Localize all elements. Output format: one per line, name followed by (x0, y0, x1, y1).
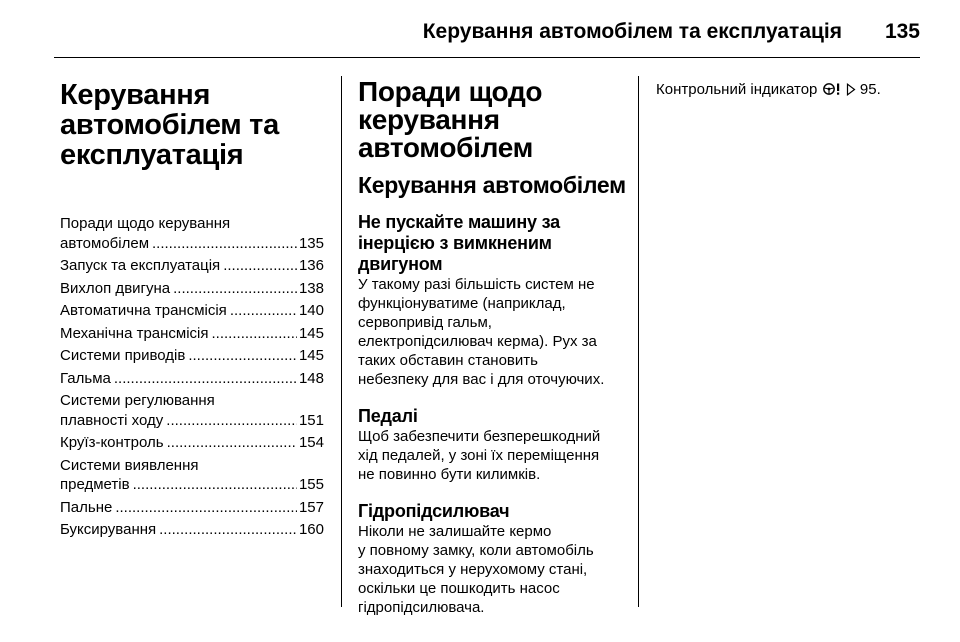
toc-entry-text: Поради щодо керування (60, 215, 231, 232)
section-column (358, 76, 634, 634)
paragraph-line: гідропідсилювача. (358, 599, 485, 616)
toc-page-number: 157 (298, 498, 324, 516)
chapter-title-line: Керування (60, 79, 211, 111)
subsection-heading (358, 406, 634, 427)
steering-warning-icon (822, 82, 842, 101)
reference-page: 95. (859, 81, 881, 98)
toc-leader-dots (166, 411, 297, 431)
paragraph-line: таких обставин становить (358, 352, 538, 369)
toc-entry-text: Запуск та експлуатація (60, 257, 221, 274)
toc-entry[interactable] (60, 214, 324, 253)
subsection-heading-line: двигуном (358, 254, 443, 274)
toc-entry[interactable] (60, 279, 324, 299)
section-title-line: керування (358, 104, 500, 135)
indicator-reference (656, 80, 916, 101)
toc-leader-dots (188, 346, 297, 366)
page-reference-arrow-icon (846, 82, 856, 101)
toc-leader-dots (167, 433, 297, 453)
toc-entry[interactable] (60, 301, 324, 321)
toc-entry-text: Системи приводів (60, 347, 186, 364)
paragraph-line: Щоб забезпечити безперешкодний (358, 428, 601, 445)
toc-leader-dots (159, 520, 297, 540)
section-title (358, 78, 634, 162)
indicator-text: Контрольний індикатор (656, 81, 818, 98)
chapter-title (60, 80, 324, 170)
toc-entry-text: Системи виявлення (60, 456, 199, 474)
toc-leader-dots (152, 234, 297, 254)
chapter-title-line: автомобілем та (60, 109, 279, 141)
paragraph-line: функціонуватиме (наприклад, (358, 295, 566, 312)
toc-entry[interactable] (60, 520, 324, 540)
chapter-column (60, 76, 324, 543)
paragraph-line: у повному замку, коли автомобіль (358, 542, 594, 559)
toc-leader-dots (223, 256, 297, 276)
toc-entry[interactable] (60, 369, 324, 389)
right-column (656, 76, 916, 101)
toc-entry[interactable] (60, 391, 324, 430)
toc-entry-text: Круїз-контроль (60, 434, 164, 451)
chapter-title-line: експлуатація (60, 139, 244, 171)
paragraph-line: оскільки це пошкодить насос (358, 580, 560, 597)
toc-leader-dots (212, 324, 297, 344)
toc-entry-text: Пальне (60, 498, 113, 516)
subsection-paragraph (358, 427, 634, 484)
toc-entry[interactable] (60, 324, 324, 344)
toc-page-number: 151 (298, 411, 324, 429)
toc-entry-text: плавності ходу (60, 411, 164, 429)
column-divider-left (341, 76, 342, 607)
toc-entry[interactable] (60, 433, 324, 453)
header-title: Керування автомобілем та експлуатація (422, 20, 842, 43)
page-header (0, 0, 960, 60)
toc-page-number: 145 (298, 324, 324, 342)
column-divider-right (638, 76, 639, 607)
toc-leader-dots (114, 369, 297, 389)
toc-page-number: 148 (298, 369, 324, 387)
toc-entry[interactable] (60, 498, 324, 518)
paragraph-line: електропідсилювач керма). Рух за (358, 333, 597, 350)
toc-page-number: 140 (298, 302, 324, 319)
header-rule (54, 57, 920, 58)
toc-leader-dots (133, 475, 297, 495)
paragraph-line: не повинно бути килимків. (358, 466, 541, 483)
section-title-line: Поради щодо (358, 76, 543, 107)
toc-entry[interactable] (60, 346, 324, 366)
subsection-heading (358, 501, 634, 522)
toc-page-number: 160 (298, 521, 324, 538)
toc-page-number: 136 (298, 257, 324, 274)
subsection-heading-line: Гідропідсилювач (358, 501, 510, 521)
toc-entry-text: Буксирування (60, 521, 157, 538)
subsection-paragraph (358, 522, 634, 617)
toc-entry-text: автомобілем (60, 234, 150, 252)
paragraph-line: У такому разі більшість систем не (358, 276, 595, 293)
paragraph-line: Ніколи не залишайте кермо (358, 523, 552, 540)
toc-leader-dots (115, 498, 297, 518)
toc-page-number: 155 (298, 476, 324, 493)
toc-entry-text: Автоматична трансмісія (60, 302, 227, 319)
toc-leader-dots (173, 279, 297, 299)
toc-entry-text: предметів (60, 476, 130, 493)
paragraph-line: знаходиться у нерухомому стані, (358, 561, 588, 578)
toc-page-number: 145 (298, 347, 324, 364)
toc-page-number: 154 (298, 434, 324, 451)
section-title-line: автомобілем (358, 132, 534, 163)
toc-entry-text: Гальма (60, 369, 111, 387)
toc-entry-text: Системи регулювання (60, 392, 215, 409)
toc-page-number: 135 (298, 234, 324, 252)
toc-entry[interactable] (60, 256, 324, 276)
toc-leader-dots (230, 301, 297, 321)
section-blocks (358, 212, 634, 617)
toc-entry-text: Вихлоп двигуна (60, 279, 171, 297)
paragraph-line: хід педалей, у зоні їх переміщення (358, 447, 600, 464)
subsection-paragraph (358, 275, 634, 389)
toc-entry-text: Механічна трансмісія (60, 324, 209, 342)
subsection-heading-line: Не пускайте машину за (358, 212, 560, 232)
subsection-heading (358, 212, 634, 275)
paragraph-line: сервопривід гальм, (358, 314, 492, 331)
page-number: 135 (884, 20, 920, 43)
toc-entry[interactable] (60, 456, 324, 495)
section-subtitle: Керування автомобілем (358, 172, 626, 198)
toc-page-number: 138 (298, 279, 324, 297)
table-of-contents (60, 214, 324, 540)
subsection-heading-line: Педалі (358, 406, 418, 426)
subsection-heading-line: інерцією з вимкненим (358, 233, 552, 253)
paragraph-line: небезпеку для вас і для оточуючих. (358, 371, 605, 388)
